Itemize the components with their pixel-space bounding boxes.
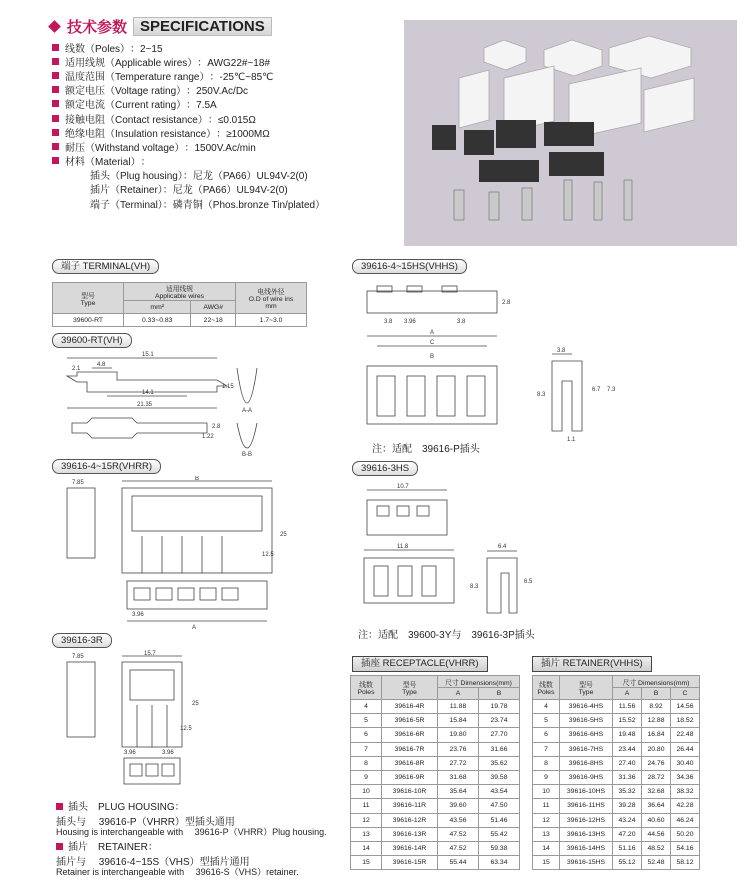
table-cell: 51.46 bbox=[479, 813, 520, 827]
svg-text:25: 25 bbox=[280, 532, 287, 538]
table-cell: 55.12 bbox=[613, 856, 642, 870]
table-cell: 23.76 bbox=[438, 742, 479, 756]
table-cell: 23.74 bbox=[479, 714, 520, 728]
table-row bbox=[533, 799, 700, 813]
table-cell: 39616-12HS bbox=[560, 813, 613, 827]
bullet-icon bbox=[52, 100, 59, 107]
svg-text:6.4: 6.4 bbox=[498, 544, 507, 550]
retainer-line1: 插片与 39616-4~15S（VHS）型插片通用 bbox=[56, 857, 250, 868]
bullet-icon bbox=[52, 86, 59, 93]
table-cell: 38.32 bbox=[670, 785, 699, 799]
table-cell: 44.56 bbox=[641, 827, 670, 841]
table-cell: 11 bbox=[533, 799, 560, 813]
retainer-title: 插片 RETAINER： bbox=[56, 838, 158, 853]
table-cell: 39616-14R bbox=[382, 841, 438, 855]
bullet-icon bbox=[56, 803, 63, 810]
vhrr-tag: 39616-4~15R(VHRR) bbox=[52, 459, 161, 474]
product-photo bbox=[404, 20, 737, 246]
svg-text:6.7: 6.7 bbox=[592, 387, 601, 393]
bullet-icon bbox=[56, 843, 63, 850]
table-row bbox=[351, 785, 520, 799]
table-cell: 32.68 bbox=[641, 785, 670, 799]
terminal-tag: 端子 TERMINAL(VH) bbox=[52, 259, 159, 274]
table-row bbox=[351, 756, 520, 770]
svg-text:21.35: 21.35 bbox=[137, 402, 153, 408]
material-row: 插片（Retainer）：尼龙（PA66）UL94V-2(0) bbox=[90, 185, 288, 197]
table-cell: 34.36 bbox=[670, 770, 699, 784]
table-cell: 9 bbox=[351, 770, 382, 784]
svg-text:A-A: A-A bbox=[242, 408, 253, 414]
table-cell: 35.64 bbox=[438, 785, 479, 799]
table-cell: 39616-5HS bbox=[560, 714, 613, 728]
table-cell: 22.48 bbox=[670, 728, 699, 742]
bullet-icon bbox=[52, 58, 59, 65]
table-cell: 24.76 bbox=[641, 756, 670, 770]
table-cell: 50.20 bbox=[670, 827, 699, 841]
table-row bbox=[533, 756, 700, 770]
table-cell: 8.92 bbox=[641, 700, 670, 714]
vhrr-drawing bbox=[52, 476, 302, 631]
spec-row: 线数（Poles） ：2~15 bbox=[52, 40, 392, 54]
bullet-icon bbox=[52, 72, 59, 79]
table-cell: 14 bbox=[533, 841, 560, 855]
plug-housing-title: 插头 PLUG HOUSING： bbox=[56, 798, 185, 813]
table-cell: 15.52 bbox=[613, 714, 642, 728]
table-cell: 39.28 bbox=[613, 799, 642, 813]
table-cell: 8 bbox=[351, 756, 382, 770]
svg-text:25: 25 bbox=[192, 701, 199, 707]
table-row bbox=[533, 785, 700, 799]
table-cell: 43.54 bbox=[479, 785, 520, 799]
table-cell: 46.24 bbox=[670, 813, 699, 827]
svg-text:3.8: 3.8 bbox=[384, 319, 393, 325]
retainer-tag: 插片 RETAINER(VHHS) bbox=[532, 656, 652, 672]
table-cell: 47.20 bbox=[613, 827, 642, 841]
table-cell: 10 bbox=[351, 785, 382, 799]
table-row bbox=[533, 841, 700, 855]
spec-list bbox=[52, 40, 392, 210]
table-cell: 31.36 bbox=[613, 770, 642, 784]
table-cell: 11.56 bbox=[613, 700, 642, 714]
svg-text:7.3: 7.3 bbox=[607, 387, 616, 393]
table-cell: 35.62 bbox=[479, 756, 520, 770]
table-cell: 19.48 bbox=[613, 728, 642, 742]
table-row bbox=[533, 714, 700, 728]
table-cell: 39616-4HS bbox=[560, 700, 613, 714]
svg-text:3.8: 3.8 bbox=[557, 348, 566, 354]
r3-drawing bbox=[52, 650, 302, 795]
table-cell: 39616-14HS bbox=[560, 841, 613, 855]
table-cell: 39616-10R bbox=[382, 785, 438, 799]
bullet-icon bbox=[52, 44, 59, 51]
spec-row: 适用线规（Applicable wires） ：AWG22#~18# bbox=[52, 54, 392, 68]
spec-row: 材料（Material） ： bbox=[52, 154, 392, 168]
table-cell: 4 bbox=[533, 700, 560, 714]
hs3-drawing bbox=[352, 478, 582, 624]
table-cell: 39616-15HS bbox=[560, 856, 613, 870]
table-cell: 28.72 bbox=[641, 770, 670, 784]
table-cell: 5 bbox=[533, 714, 560, 728]
vhhs-note: 注：适配 39616-P插头 bbox=[372, 444, 480, 455]
table-cell: 15.84 bbox=[438, 714, 479, 728]
table-cell: 39616-13HS bbox=[560, 827, 613, 841]
title-cn: 技术参数 bbox=[67, 18, 128, 36]
table-cell: 18.52 bbox=[670, 714, 699, 728]
retainer-table: 线数 Poles 型号 Type 尺寸 Dimensions(mm) A B C 4 39616-4HS 11.56 8.92 14.56 5 39616-5HS 15.52 12.88 18.52 6 39616-6HS 19.48 16.84 22.48 7 39616-7HS 23.44 20.80 26.44 8 39616-8HS 27.40 24.76 30.40 9 39616-9HS 31.36 28.72 34.36 10 39616-10HS 35.32 32.68 38.32 11 39616-11HS 39.28 36.64 42.28 12 39616-12HS 43.24 40.60 46.24 13 39616-13HS 47.20 44.56 50.20 14 39616-14HS 51.16 48.52 54.16 15 39616-15HS 55.12 52.48 58.12 bbox=[532, 675, 700, 870]
table-cell: 27.70 bbox=[479, 728, 520, 742]
svg-text:11.8: 11.8 bbox=[397, 544, 409, 550]
svg-text:B: B bbox=[195, 476, 200, 482]
table-cell: 6 bbox=[351, 728, 382, 742]
table-row bbox=[533, 742, 700, 756]
table-cell: 12 bbox=[533, 813, 560, 827]
svg-text:4.8: 4.8 bbox=[97, 362, 106, 368]
spec-header bbox=[50, 16, 275, 36]
terminal-table: 型号 Type 适用线规 Applicable wires 电线外径 O.D of wire ins mm mm² AWG# 39600-RT 0.33~0.83 22~18 1.7~3.0 bbox=[52, 282, 307, 327]
spec-row: 温度范围（Temperature range） ：-25℃~85℃ bbox=[52, 68, 392, 82]
table-cell: 7 bbox=[351, 742, 382, 756]
table-cell: 20.80 bbox=[641, 742, 670, 756]
table-cell: 6 bbox=[533, 728, 560, 742]
table-row bbox=[533, 813, 700, 827]
bullet-icon bbox=[52, 157, 59, 164]
table-cell: 55.42 bbox=[479, 827, 520, 841]
table-cell: 5 bbox=[351, 714, 382, 728]
hs3-tag: 39616-3HS bbox=[352, 461, 418, 476]
table-cell: 48.52 bbox=[641, 841, 670, 855]
table-cell: 39616-12R bbox=[382, 813, 438, 827]
table-cell: 27.72 bbox=[438, 756, 479, 770]
spec-row: 绝缘电阻（Insulation resistance） ：≥1000MΩ bbox=[52, 125, 392, 139]
table-cell: 58.12 bbox=[670, 856, 699, 870]
table-cell: 14 bbox=[351, 841, 382, 855]
vhhs-tag: 39616-4~15HS(VHHS) bbox=[352, 259, 467, 274]
table-row bbox=[351, 856, 520, 870]
r3-tag: 39616-3R bbox=[52, 633, 112, 648]
table-cell: 11 bbox=[351, 799, 382, 813]
svg-text:1.15: 1.15 bbox=[222, 384, 234, 390]
table-cell: 15 bbox=[351, 856, 382, 870]
table-cell: 31.68 bbox=[438, 770, 479, 784]
table-cell: 39616-9HS bbox=[560, 770, 613, 784]
table-cell: 39616-15R bbox=[382, 856, 438, 870]
table-row bbox=[351, 813, 520, 827]
spec-row: 耐压（Withstand voltage） ：1500V.Ac/min bbox=[52, 139, 392, 153]
table-row bbox=[533, 770, 700, 784]
table-cell: 39616-8HS bbox=[560, 756, 613, 770]
svg-text:7.85: 7.85 bbox=[72, 480, 84, 486]
table-cell: 7 bbox=[533, 742, 560, 756]
svg-text:14.1: 14.1 bbox=[142, 390, 154, 396]
table-cell: 39616-7HS bbox=[560, 742, 613, 756]
table-cell: 63.34 bbox=[479, 856, 520, 870]
table-cell: 10 bbox=[533, 785, 560, 799]
svg-text:1.22: 1.22 bbox=[202, 434, 214, 440]
table-cell: 31.66 bbox=[479, 742, 520, 756]
svg-text:2.8: 2.8 bbox=[502, 300, 511, 306]
table-cell: 26.44 bbox=[670, 742, 699, 756]
table-cell: 39.58 bbox=[479, 770, 520, 784]
table-row bbox=[533, 728, 700, 742]
vhhs-drawing bbox=[352, 276, 627, 444]
spec-row: 额定电流（Current rating） ：7.5A bbox=[52, 97, 392, 111]
svg-text:C: C bbox=[430, 340, 435, 346]
table-cell: 23.44 bbox=[613, 742, 642, 756]
svg-text:15.1: 15.1 bbox=[142, 352, 154, 358]
rt-tag: 39600-RT(VH) bbox=[52, 333, 132, 348]
svg-text:B: B bbox=[430, 354, 435, 360]
table-row bbox=[533, 856, 700, 870]
table-cell: 39616-4R bbox=[382, 700, 438, 714]
table-cell: 14.56 bbox=[670, 700, 699, 714]
hs3-note: 注：适配 39600-3Y与 39616-3P插头 bbox=[358, 630, 535, 641]
spec-row: 额定电压（Voltage rating） ：250V.Ac/Dc bbox=[52, 83, 392, 97]
table-cell: 47.50 bbox=[479, 799, 520, 813]
table-cell: 52.48 bbox=[641, 856, 670, 870]
svg-text:3.96: 3.96 bbox=[124, 750, 136, 756]
material-row: 端子（Terminal）：磷青铜（Phos.bronze Tin/plated） bbox=[90, 199, 326, 211]
table-cell: 11.88 bbox=[438, 700, 479, 714]
svg-text:2.1: 2.1 bbox=[72, 366, 81, 372]
svg-text:3.96: 3.96 bbox=[132, 612, 144, 618]
table-cell: 15 bbox=[533, 856, 560, 870]
bullet-icon bbox=[52, 115, 59, 122]
svg-text:2.8: 2.8 bbox=[212, 424, 221, 430]
table-cell: 39616-10HS bbox=[560, 785, 613, 799]
table-cell: 16.84 bbox=[641, 728, 670, 742]
table-cell: 39616-8R bbox=[382, 756, 438, 770]
table-cell: 19.78 bbox=[479, 700, 520, 714]
table-row bbox=[351, 770, 520, 784]
table-cell: 55.44 bbox=[438, 856, 479, 870]
svg-text:3.96: 3.96 bbox=[162, 750, 174, 756]
table-cell: 39616-9R bbox=[382, 770, 438, 784]
table-cell: 39616-13R bbox=[382, 827, 438, 841]
table-cell: 40.60 bbox=[641, 813, 670, 827]
table-cell: 19.80 bbox=[438, 728, 479, 742]
table-cell: 39616-7R bbox=[382, 742, 438, 756]
table-cell: 30.40 bbox=[670, 756, 699, 770]
table-cell: 43.56 bbox=[438, 813, 479, 827]
svg-text:10.7: 10.7 bbox=[397, 484, 409, 490]
table-row bbox=[351, 841, 520, 855]
table-row: 39600-RT 0.33~0.83 22~18 1.7~3.0 bbox=[53, 314, 307, 327]
table-cell: 4 bbox=[351, 700, 382, 714]
table-cell: 54.16 bbox=[670, 841, 699, 855]
table-row bbox=[351, 827, 520, 841]
svg-text:6.5: 6.5 bbox=[524, 579, 533, 585]
material-row: 插头（Plug housing）：尼龙（PA66）UL94V-2(0) bbox=[90, 171, 308, 183]
retainer-line2: Retainer is interchangeable with 39616-S（VHS）retainer. bbox=[56, 867, 299, 877]
bullet-icon bbox=[52, 143, 59, 150]
svg-text:7.85: 7.85 bbox=[72, 654, 84, 660]
bullet-icon bbox=[48, 20, 61, 33]
table-cell: 59.38 bbox=[479, 841, 520, 855]
terminal-drawing bbox=[52, 348, 302, 460]
svg-text:3.8: 3.8 bbox=[457, 319, 466, 325]
svg-text:15.7: 15.7 bbox=[144, 651, 156, 657]
table-cell: 42.28 bbox=[670, 799, 699, 813]
table-cell: 39616-6R bbox=[382, 728, 438, 742]
table-cell: 39.60 bbox=[438, 799, 479, 813]
table-cell: 12 bbox=[351, 813, 382, 827]
plug-housing-line2: Housing is interchangeable with 39616-P（VHRR）Plug housing. bbox=[56, 827, 327, 837]
svg-text:12.5: 12.5 bbox=[180, 726, 192, 732]
table-cell: 47.52 bbox=[438, 841, 479, 855]
svg-text:B-B: B-B bbox=[242, 452, 253, 458]
svg-text:1.1: 1.1 bbox=[567, 437, 576, 443]
table-cell: 39616-6HS bbox=[560, 728, 613, 742]
bullet-icon bbox=[52, 129, 59, 136]
svg-text:8.3: 8.3 bbox=[470, 584, 479, 590]
table-cell: 9 bbox=[533, 770, 560, 784]
table-cell: 51.16 bbox=[613, 841, 642, 855]
table-cell: 36.64 bbox=[641, 799, 670, 813]
table-cell: 47.52 bbox=[438, 827, 479, 841]
table-row bbox=[533, 827, 700, 841]
receptacle-table: 线数 Poles 型号 Type 尺寸 Dimensions(mm) A B 4 39616-4R 11.88 19.78 5 39616-5R 15.84 23.74 6 39616-6R 19.80 27.70 7 39616-7R 23.76 31.66 8 39616-8R 27.72 35.62 9 39616-9R 31.68 39.58 10 39616-10R 35.64 43.54 11 39616-11R 39.60 47.50 12 39616-12R 43.56 51.46 13 39616-13R 47.52 55.42 14 39616-14R 47.52 59.38 15 39616-15R 55.44 63.34 bbox=[350, 675, 520, 870]
table-cell: 35.32 bbox=[613, 785, 642, 799]
table-cell: 13 bbox=[533, 827, 560, 841]
table-cell: 43.24 bbox=[613, 813, 642, 827]
table-row bbox=[351, 799, 520, 813]
table-cell: 13 bbox=[351, 827, 382, 841]
svg-text:3.96: 3.96 bbox=[404, 319, 416, 325]
table-cell: 39616-11HS bbox=[560, 799, 613, 813]
table-row bbox=[351, 714, 520, 728]
table-cell: 39616-11R bbox=[382, 799, 438, 813]
table-cell: 8 bbox=[533, 756, 560, 770]
svg-text:A: A bbox=[430, 330, 435, 336]
table-cell: 39616-5R bbox=[382, 714, 438, 728]
table-row bbox=[351, 742, 520, 756]
table-cell: 27.40 bbox=[613, 756, 642, 770]
spec-row: 接触电阻（Contact resistance） ：≤0.015Ω bbox=[52, 111, 392, 125]
receptacle-tag: 插座 RECEPTACLE(VHRR) bbox=[352, 656, 488, 672]
plug-housing-line1: 插头与 39616-P（VHRR）型插头通用 bbox=[56, 817, 235, 828]
table-row bbox=[351, 728, 520, 742]
svg-text:8.3: 8.3 bbox=[537, 392, 546, 398]
table-cell: 12.88 bbox=[641, 714, 670, 728]
title-en: SPECIFICATIONS bbox=[133, 17, 272, 36]
svg-text:12.5: 12.5 bbox=[262, 552, 274, 558]
table-row bbox=[533, 700, 700, 714]
table-row bbox=[351, 700, 520, 714]
svg-text:A: A bbox=[192, 625, 197, 631]
